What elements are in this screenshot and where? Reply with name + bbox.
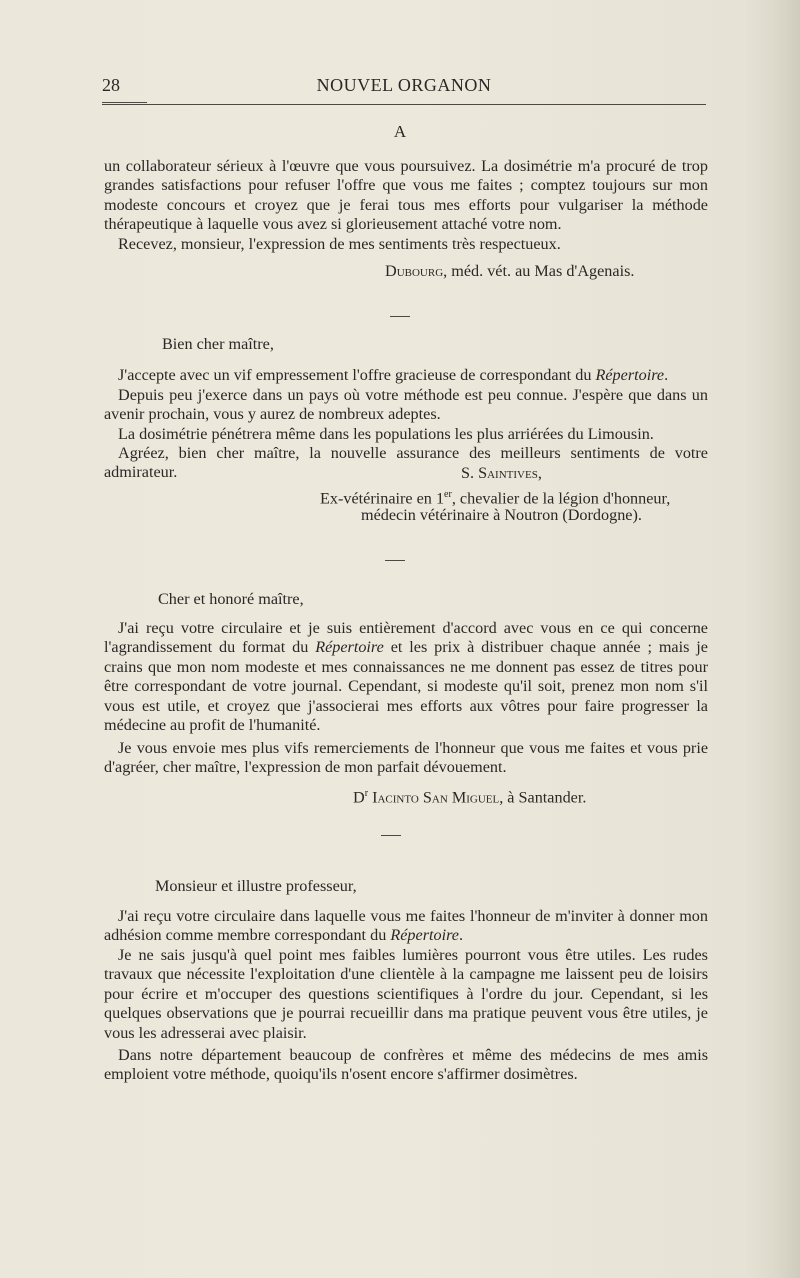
letter2-title1-sup: er	[444, 489, 452, 500]
letter2-signature-name: S. Saintives	[461, 464, 538, 482]
letter3-signature-dr-sup: r	[364, 788, 369, 799]
letter2-p1-end: .	[664, 366, 669, 384]
letter1-signature-rest: , méd. vét. au Mas d'Agenais.	[443, 262, 635, 280]
running-title: NOUVEL ORGANON	[316, 75, 492, 95]
letter1-signature	[385, 262, 634, 281]
letter4-p1-text: J'ai reçu votre circulaire dans laquelle vous me faites l'honneur de m'inviter à donner mon adhésion comme membre correspondant du	[104, 907, 708, 945]
letter4-paragraph-1	[104, 907, 708, 946]
letter3-paragraph-1	[104, 619, 708, 735]
letter3-signature-name: Iacinto San Miguel	[372, 788, 500, 807]
separator	[381, 835, 401, 836]
page-header	[102, 75, 706, 105]
letter1-closing: Recevez, monsieur, l'expression de mes sentiments très respectueux.	[118, 235, 561, 253]
letter2-p1-text: J'accepte avec un vif empressement l'offre gracieuse de correspondant du	[118, 366, 596, 384]
letter2-p1-title: Répertoire	[595, 366, 665, 384]
letter3-salutation: Cher et honoré maître,	[158, 590, 304, 608]
letter2-paragraph-4: Agréez, bien cher maître, la nouvelle assurance des meilleurs sentiments de votre admirateur.	[104, 444, 708, 482]
letter3-p1-rest: et les prix à distribuer chaque année ; mais je crains que mon nom modeste et mes connaissances ne me donnent pas essez de titres pour être correspondant de votre journal. Cependant, si modeste qu'il soit, prenez mon nom s'il vous est utile, et croyez que j'associerai mes efforts aux vôtres pour faire progresser la médecine au profit de l'humanité.	[104, 638, 708, 735]
letter3-p1-text: J'ai reçu votre circulaire et je suis entièrement d'accord avec vous en ce qui concerne l'agrandissement du format du	[104, 619, 708, 657]
section-letter: A	[393, 122, 407, 141]
letter3-signature-rest: , à Santander.	[499, 788, 587, 807]
letter2-paragraph-1	[104, 366, 708, 385]
letter3-signature-dr: D	[353, 788, 365, 807]
letter2-title1-end: , chevalier de la légion d'honneur,	[451, 489, 671, 508]
letter3-signature	[353, 784, 586, 808]
letter2-title1-start: Ex-vétérinaire en 1	[320, 489, 445, 508]
letter4-p1-end: .	[458, 926, 464, 945]
letter3-p1-title: Répertoire	[315, 638, 384, 657]
letter1-body: un collaborateur sérieux à l'œuvre que vous poursuivez. La dosimétrie m'a procuré de trop grandes satisfactions pour refuser l'offre que vous me faites ; comptez toujours sur mon modeste concours et croyez que je ferai tous mes efforts pour vulgariser la méthode thérapeutique à laquelle vous avez si glorieusement attaché votre nom.	[104, 157, 708, 234]
page-number: 28	[102, 75, 120, 95]
header-rule-mark	[102, 102, 147, 103]
letter2-signature-title-2: médecin vétérinaire à Noutron (Dordogne).	[361, 506, 642, 524]
letter2-signature-comma: ,	[537, 464, 542, 482]
letter3-paragraph-2: Je vous envoie mes plus vifs remerciements de l'honneur que vous me faites et vous prie d'agréer, cher maître, l'expression de mon parfait dévouement.	[104, 739, 708, 777]
letter4-p1-title: Répertoire	[390, 926, 459, 945]
letter4-paragraph-3: Dans notre département beaucoup de confrères et même des médecins de mes amis emploient votre méthode, quoiqu'ils n'osent encore s'affirmer dosimètres.	[104, 1046, 708, 1084]
letter1-signature-name: Dubourg	[385, 262, 444, 280]
letter2-paragraph-2: Depuis peu j'exerce dans un pays où votre méthode est peu connue. J'espère que dans un avenir prochain, vous y aurez de nombreux adeptes.	[104, 386, 708, 424]
letter2-paragraph-3: La dosimétrie pénétrera même dans les populations les plus arriérées du Limousin.	[118, 425, 654, 443]
separator	[390, 316, 410, 317]
letter4-salutation: Monsieur et illustre professeur,	[155, 877, 357, 895]
separator	[385, 560, 405, 561]
letter4-paragraph-2: Je ne sais jusqu'à quel point mes faibles lumières pourront vous être utiles. Les rudes travaux que nécessite l'exploitation d'une clientèle à la campagne me laissent peu de loisirs pour écrire et m'occuper des questions scientifiques à l'ordre du jour. Cependant, si les quelques observations que je pourrai recueillir dans ma pratique peuvent vous être utiles, je vous les adresserai avec plaisir.	[104, 946, 708, 1042]
letter2-signature	[461, 464, 542, 483]
header-rule	[102, 104, 706, 105]
letter2-salutation: Bien cher maître,	[162, 335, 274, 353]
